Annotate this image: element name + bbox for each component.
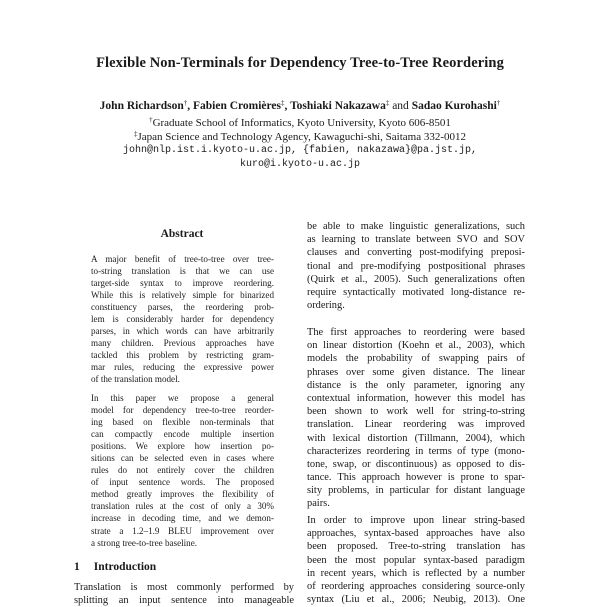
text-line: splitting an input sentence into manageable	[74, 595, 294, 607]
text-line: parses, in which words can have arbitrarily	[91, 326, 274, 337]
text-line: approaches, syntax-based approaches have also	[307, 528, 525, 540]
author-name: Toshiaki Nakazawa	[290, 100, 386, 112]
text-line: A major benefit of tree-to-tree over tree-	[91, 254, 274, 264]
body-paragraph	[307, 220, 525, 312]
text-line: of input sentence words. The proposed	[91, 477, 274, 488]
text-line: positions. We explore how insertion po-	[91, 441, 274, 452]
text-line: clauses and converting post-modifying preposi-	[307, 247, 525, 259]
email-line: kuro@i.kyoto-u.ac.jp	[239, 159, 361, 170]
text-line: a strong tree-to-tree baseline.	[91, 537, 198, 548]
text-line: with lexical distortion (Tillmann, 2004), which	[307, 432, 525, 444]
paper-title: Flexible Non-Terminals for Dependency Tree-to-Tree Reordering	[96, 55, 504, 71]
body-paragraph	[307, 326, 525, 511]
text-line: can compactly encode multiple insertion	[91, 429, 274, 440]
text-line: strate a 1.2–1.9 BLEU improvement over	[91, 525, 274, 536]
text-line: The first approaches to reordering were based	[307, 327, 525, 338]
text-line: characterizes reordering in terms of type (mono-	[307, 445, 525, 457]
text-line: increase in decoding time, and we demon-	[91, 513, 274, 524]
section-heading	[74, 561, 156, 573]
text-line: In order to improve upon linear string-based	[307, 515, 525, 526]
text-line: tance. This approach however is prone to spar-	[307, 472, 525, 484]
text-line: tone, swap, or discontinuous) as opposed to dis-	[307, 458, 525, 470]
text-line: (Quirk et al., 2005). Such generalizations often	[307, 273, 525, 285]
author-name: John Richardson	[99, 100, 184, 112]
author-name: Fabien Cromières	[192, 100, 282, 112]
text-line: models the probability of swapping pairs of	[307, 353, 525, 365]
abstract-paragraph	[91, 253, 274, 386]
text-line: constituency parses, the reordering prob-	[91, 302, 274, 313]
text-line: of the translation model.	[91, 374, 180, 385]
affiliation-line	[0, 116, 600, 129]
text-line: as learning to translate between SVO and SOV	[307, 234, 525, 246]
abstract-paragraph	[91, 392, 274, 549]
text-line: in recent years, which is reflected by a number	[307, 567, 525, 579]
text-line: ordering.	[307, 300, 345, 312]
text-line: tional and pre-modifying postpositional phrases	[307, 260, 525, 272]
text-line: be able to make linguistic generalizations, such	[307, 221, 525, 232]
affiliation-mark: ‡	[385, 99, 390, 107]
text-line: on linear distortion (Koehn et al., 2003), which	[307, 340, 525, 352]
text-line: require syntactically motivated long-distance re-	[307, 286, 525, 298]
text-line: In this paper we propose a general	[91, 393, 274, 403]
text-line: sity problems, in particular for distant language	[307, 485, 525, 497]
text-line: been the most popular syntax-based paradigm	[307, 554, 525, 566]
affiliation-text: Japan Science and Technology Agency, Kawaguchi-shi, Saitama 332-0012	[137, 131, 467, 143]
text-line: contextual information, however this model has	[307, 392, 525, 404]
affiliation-mark: †	[496, 99, 501, 107]
affiliation-text: Graduate School of Informatics, Kyoto University, Kyoto 606-8501	[152, 117, 451, 129]
affiliation-line	[0, 130, 600, 143]
affiliation-mark: †	[183, 99, 188, 107]
text-line: model for dependency tree-to-tree reorder-	[91, 405, 274, 416]
text-line: many children. Previous approaches have	[91, 338, 274, 349]
author-name: Sadao Kurohashi	[411, 100, 497, 112]
text-line: of reordering approaches considering source-only	[307, 580, 525, 592]
text-line: distance is the only parameter, ignoring any	[307, 379, 525, 391]
abstract-heading: Abstract	[160, 228, 204, 240]
section-title: Introduction	[93, 561, 157, 573]
text-line: syntax (Liu et al., 2006; Neubig, 2013). One	[307, 594, 525, 606]
text-line: sitions can be selected even in cases where	[91, 453, 274, 464]
text-line: pairs.	[307, 498, 330, 510]
affiliation-mark: †	[149, 116, 153, 124]
author-list: John Richardson†, Fabien Cromières‡, Toshiaki Nakazawa‡ and Sadao Kurohashi†	[99, 99, 501, 112]
text-line: target-side syntax to improve reordering.	[91, 278, 274, 289]
section-number: 1	[74, 561, 80, 573]
text-line: mar rules, reducing the expressive power	[91, 362, 274, 373]
text-line: been proposed. Tree-to-string translation has	[307, 541, 525, 553]
text-line: lem is considerably harder for dependency	[91, 314, 274, 325]
text-line: translation. Linear reordering was improved	[307, 419, 525, 431]
text-line: method greatly improves the flexibility of	[91, 489, 274, 500]
text-line: Translation is most commonly performed by	[74, 582, 294, 593]
affiliation-mark: ‡	[133, 130, 138, 138]
text-line: rules do not entirely cover the children	[91, 465, 274, 476]
text-line: been shown to work well for string-to-string	[307, 406, 525, 418]
affiliation-mark: ‡	[281, 99, 285, 107]
body-paragraph	[74, 581, 294, 607]
text-line: tackled this problem by restricting gram-	[91, 350, 274, 361]
text-line: translation rules at the cost of only a 30%	[91, 501, 274, 512]
email-line: john@nlp.ist.i.kyoto-u.ac.jp, {fabien, nakazawa}@pa.jst.jp,	[122, 145, 478, 156]
author-conjunction: and	[392, 100, 409, 112]
text-line: While this is relatively simple for binarized	[91, 290, 274, 301]
text-line: phrases over some given distance. The linear	[307, 366, 525, 378]
body-paragraph	[307, 514, 525, 606]
text-line: ing based on flexible non-terminals that	[91, 417, 274, 428]
text-line: to-string translation is that we can use	[91, 266, 274, 277]
